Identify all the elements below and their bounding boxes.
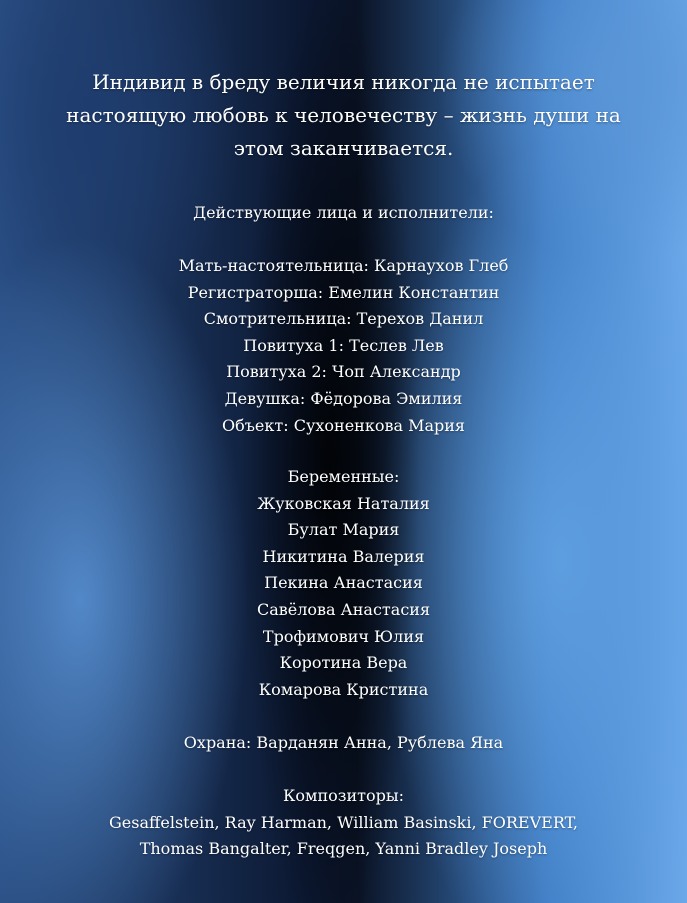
composers-line: Thomas Bangalter, Freqgen, Yanni Bradley Joseph xyxy=(139,839,548,859)
cast-role: Повитуха 2: Чоп Александр xyxy=(226,362,461,382)
cast-role: Повитуха 1: Теслев Лев xyxy=(243,335,444,355)
epigraph-line: Индивид в бреду величия никогда не испытает xyxy=(92,70,595,94)
cast-role: Девушка: Фёдорова Эмилия xyxy=(224,388,463,408)
pregnant-name: Трофимович Юлия xyxy=(262,626,425,646)
pregnant-section xyxy=(20,464,667,703)
pregnant-name: Пекина Анастасия xyxy=(264,573,423,593)
pregnant-name: Коротина Вера xyxy=(279,653,408,673)
pregnant-name: Никитина Валерия xyxy=(262,546,425,566)
pregnant-name: Комарова Кристина xyxy=(258,679,429,699)
cast-heading-text: Действующие лица и исполнители: xyxy=(193,203,494,222)
composers-section xyxy=(20,783,667,863)
cast-role: Смотрительница: Терехов Данил xyxy=(203,309,484,329)
pregnant-name: Жуковская Наталия xyxy=(257,493,430,513)
epigraph xyxy=(40,66,647,165)
epigraph-line: настоящую любовь к человечеству – жизнь души на xyxy=(66,103,621,127)
cast-role: Объект: Сухоненкова Мария xyxy=(221,415,466,435)
cast-role: Мать-настоятельница: Карнаухов Глеб xyxy=(178,256,509,275)
pregnant-name: Булат Мария xyxy=(287,520,400,540)
cast-role: Регистраторша: Емелин Константин xyxy=(187,282,500,302)
cast-list xyxy=(20,253,667,439)
pregnant-name: Савёлова Анастасия xyxy=(256,599,431,619)
guard-section xyxy=(20,730,667,757)
guard-text: Охрана: Варданян Анна, Рублева Яна xyxy=(183,733,504,752)
epigraph-line: этом заканчивается. xyxy=(233,136,454,160)
pregnant-heading: Беременные: xyxy=(287,467,400,486)
composers-line: Gesaffelstein, Ray Harman, William Basinski, FOREVERT, xyxy=(109,812,578,832)
composers-heading: Композиторы: xyxy=(283,786,404,805)
cast-heading xyxy=(20,200,667,227)
